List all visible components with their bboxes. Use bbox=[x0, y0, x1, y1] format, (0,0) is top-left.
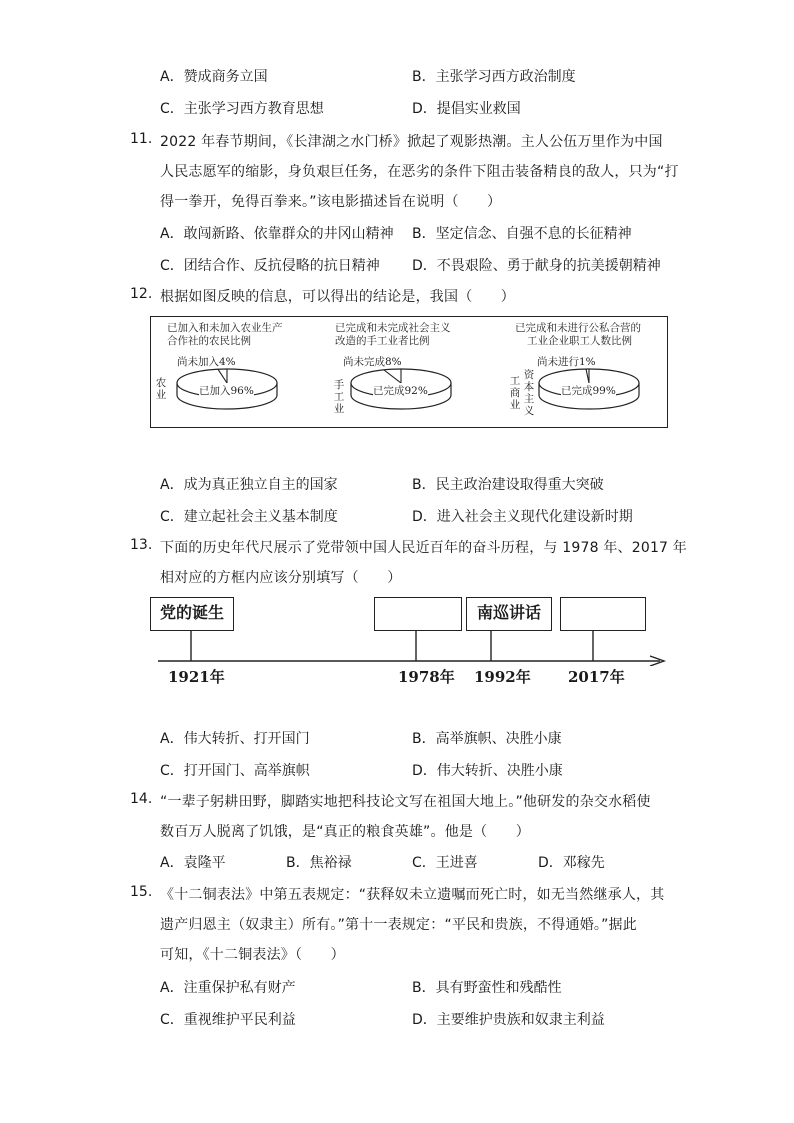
timeline-axis bbox=[150, 596, 674, 666]
pie1-title-line1: 已加入和未加入农业生产 bbox=[167, 322, 283, 334]
q14-option-a: A．袁隆平 bbox=[160, 855, 226, 871]
q10-option-c: C．主张学习西方教育思想 bbox=[160, 101, 324, 117]
q10-option-a: A．赞成商务立国 bbox=[160, 69, 268, 85]
pie2-title-line1: 已完成和未完成社会主义 bbox=[335, 322, 451, 334]
pie2-side-label: 手 工 业 bbox=[333, 379, 345, 415]
pie2-minor-label: 尚未完成8% bbox=[343, 356, 402, 368]
q11-option-c: C．团结合作、反抗侵略的抗日精神 bbox=[160, 258, 380, 274]
q12-option-a: A．成为真正独立自主的国家 bbox=[160, 477, 338, 493]
q12-option-c: C．建立起社会主义基本制度 bbox=[160, 509, 338, 525]
q13-timeline bbox=[150, 596, 674, 692]
q14-stem-line-2: 数百万人脱离了饥饿，是“真正的粮食英雄”。他是（ ） bbox=[160, 824, 530, 840]
q10-option-b: B．主张学习西方政治制度 bbox=[412, 69, 576, 85]
q13-option-b: B．高举旗帜、决胜小康 bbox=[412, 731, 562, 747]
q13-option-c: C．打开国门、高举旗帜 bbox=[160, 763, 310, 779]
q11-stem-line-1: 2022 年春节期间，《长津湖之水门桥》掀起了观影热潮。主人公伍万里作为中国 bbox=[160, 134, 663, 150]
timeline-year-1921: 1921年 bbox=[168, 668, 225, 686]
pie1-major-label: 已加入96% bbox=[199, 385, 254, 397]
pie3-side-label-b: 资 本 主 义 bbox=[523, 369, 535, 417]
q15-option-a: A．注重保护私有财产 bbox=[160, 980, 296, 996]
q15-option-d: D．主要维护贵族和奴隶主利益 bbox=[412, 1012, 605, 1028]
q14-option-d: D．邓稼先 bbox=[538, 855, 605, 871]
pie2-major-label: 已完成92% bbox=[373, 385, 428, 397]
q12-option-b: B．民主政治建设取得重大突破 bbox=[412, 477, 604, 493]
q11-stem-line-3: 得一拳开，免得百拳来。”该电影描述旨在说明（ ） bbox=[160, 194, 502, 210]
pie3-minor-label: 尚未进行1% bbox=[537, 356, 596, 368]
q15-number: 15. bbox=[130, 884, 153, 900]
timeline-year-2017: 2017年 bbox=[568, 668, 625, 686]
q11-stem-line-2: 人民志愿军的缩影，身负艰巨任务，在恶劣的条件下阻击装备精良的敌人，只为“打 bbox=[160, 164, 679, 180]
timeline-box-1921: 党的诞生 bbox=[150, 597, 234, 631]
q12-option-d: D．进入社会主义现代化建设新时期 bbox=[412, 509, 633, 525]
pie3-title-line2: 工业企业职工人数比例 bbox=[527, 335, 632, 347]
q15-stem-line-1: 《十二铜表法》中第五表规定：“获释奴未立遗嘱而死亡时，如无当然继承人，其 bbox=[160, 887, 665, 903]
q13-option-d: D．伟大转折、决胜小康 bbox=[412, 763, 563, 779]
q13-number: 13. bbox=[130, 537, 153, 553]
q11-option-a: A．敢闯新路、依靠群众的井冈山精神 bbox=[160, 226, 394, 242]
q11-number: 11. bbox=[130, 131, 153, 147]
pie1-title-line2: 合作社的农民比例 bbox=[167, 335, 251, 347]
pie3-title-line1: 已完成和未进行公私合营的 bbox=[515, 322, 641, 334]
q14-number: 14. bbox=[130, 791, 153, 807]
q12-figure bbox=[150, 316, 668, 428]
q15-option-c: C．重视维护平民利益 bbox=[160, 1012, 296, 1028]
timeline-year-1978: 1978年 bbox=[398, 668, 455, 686]
pie3-major-label: 已完成99% bbox=[561, 385, 616, 397]
pie3-side-label-a: 工 商 业 bbox=[509, 375, 521, 411]
q15-stem-line-2: 遗产归恩主（奴隶主）所有。”第十一表规定：“平民和贵族，不得通婚。”据此 bbox=[160, 917, 637, 933]
q14-option-c: C．王进喜 bbox=[412, 855, 478, 871]
q13-stem-line-1: 下面的历史年代尺展示了党带领中国人民近百年的奋斗历程，与 1978 年、2017 年 bbox=[160, 540, 688, 556]
q15-option-b: B．具有野蛮性和残酷性 bbox=[412, 980, 562, 996]
q14-stem-line-1: “一辈子躬耕田野，脚踏实地把科技论文写在祖国大地上。”他研发的杂交水稻使 bbox=[160, 794, 651, 810]
q13-stem-line-2: 相对应的方框内应该分别填写（ ） bbox=[160, 570, 402, 586]
timeline-year-1992: 1992年 bbox=[474, 668, 531, 686]
pie1-side-label: 农 业 bbox=[155, 377, 167, 401]
pie2-title-line2: 改造的手工业者比例 bbox=[335, 335, 430, 347]
q14-option-b: B．焦裕禄 bbox=[286, 855, 352, 871]
q13-option-a: A．伟大转折、打开国门 bbox=[160, 731, 310, 747]
q11-option-d: D．不畏艰险、勇于献身的抗美援朝精神 bbox=[412, 258, 661, 274]
q11-option-b: B．坚定信念、自强不息的长征精神 bbox=[412, 226, 632, 242]
timeline-box-1992: 南巡讲话 bbox=[466, 597, 552, 631]
q12-number: 12. bbox=[130, 286, 153, 302]
pie1-minor-label: 尚未加入4% bbox=[177, 356, 236, 368]
q10-option-d: D．提倡实业救国 bbox=[412, 101, 521, 117]
q15-stem-line-3: 可知，《十二铜表法》（ ） bbox=[160, 947, 345, 963]
q12-stem: 根据如图反映的信息，可以得出的结论是，我国（ ） bbox=[160, 289, 515, 305]
